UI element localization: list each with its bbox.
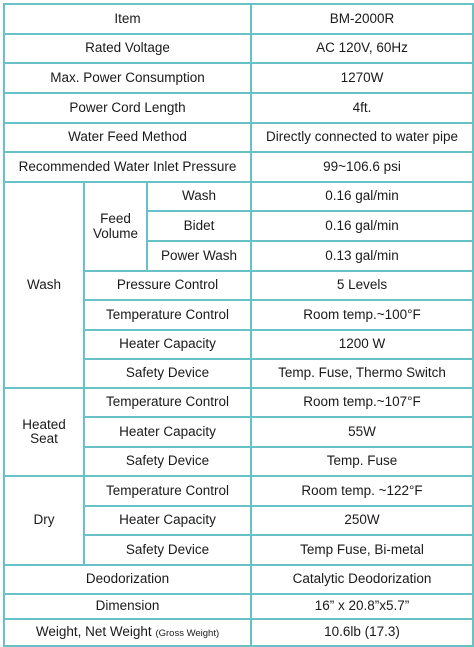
- wash-heater-capacity-value: 1200 W: [251, 330, 473, 359]
- wash-temperature-control-value: Room temp.~100°F: [251, 300, 473, 330]
- weight-value: 10.6lb (17.3): [251, 619, 473, 646]
- item-label: Item: [4, 4, 251, 34]
- seat-temperature-control-label: Temperature Control: [84, 388, 251, 417]
- row-inlet-pressure: [4, 152, 473, 182]
- row-item: [4, 4, 473, 34]
- feed-volume-label: [84, 182, 147, 271]
- dry-group-label: Dry: [4, 476, 84, 565]
- dry-safety-device-label: Safety Device: [84, 535, 251, 565]
- feed-bidet-value: 0.16 gal/min: [251, 211, 473, 241]
- weight-label-main: Weight, Net Weight: [35, 624, 152, 640]
- max-power-label: Max. Power Consumption: [4, 63, 251, 93]
- seat-heater-capacity-label: Heater Capacity: [84, 417, 251, 447]
- item-value: BM-2000R: [251, 4, 473, 34]
- row-power-cord: [4, 93, 473, 123]
- heated-seat-label-line1: Heated: [22, 416, 66, 432]
- wash-pressure-control-label: Pressure Control: [84, 271, 251, 300]
- dry-safety-device-value: Temp Fuse, Bi-metal: [251, 535, 473, 565]
- dry-temperature-control-label: Temperature Control: [84, 476, 251, 506]
- seat-safety-device-label: Safety Device: [84, 447, 251, 476]
- inlet-pressure-label: Recommended Water Inlet Pressure: [4, 152, 251, 182]
- dimension-label: Dimension: [4, 594, 251, 619]
- heated-seat-group-label: [4, 388, 84, 476]
- max-power-value: 1270W: [251, 63, 473, 93]
- row-water-feed: [4, 123, 473, 152]
- feed-power-wash-label: Power Wash: [147, 241, 251, 271]
- water-feed-value: Directly connected to water pipe: [251, 123, 473, 152]
- weight-label: [4, 619, 251, 646]
- seat-safety-device-value: Temp. Fuse: [251, 447, 473, 476]
- dry-temperature-control-value: Room temp. ~122°F: [251, 476, 473, 506]
- power-cord-value: 4ft.: [251, 93, 473, 123]
- feed-bidet-label: Bidet: [147, 211, 251, 241]
- rated-voltage-label: Rated Voltage: [4, 34, 251, 63]
- row-rated-voltage: [4, 34, 473, 63]
- spec-table: [3, 3, 474, 647]
- deodorization-value: Catalytic Deodorization: [251, 565, 473, 594]
- dry-heater-capacity-value: 250W: [251, 506, 473, 535]
- wash-safety-device-label: Safety Device: [84, 359, 251, 388]
- row-dry-temperature-control: [4, 476, 473, 506]
- feed-volume-label-line2: Volume: [92, 225, 139, 241]
- seat-temperature-control-value: Room temp.~107°F: [251, 388, 473, 417]
- dry-heater-capacity-label: Heater Capacity: [84, 506, 251, 535]
- feed-wash-value: 0.16 gal/min: [251, 182, 473, 211]
- row-seat-temperature-control: [4, 388, 473, 417]
- inlet-pressure-value: 99~106.6 psi: [251, 152, 473, 182]
- power-cord-label: Power Cord Length: [4, 93, 251, 123]
- row-deodorization: [4, 565, 473, 594]
- dimension-value: 16” x 20.8”x5.7”: [251, 594, 473, 619]
- row-wash-feed-wash: [4, 182, 473, 211]
- feed-volume-label-line1: Feed: [100, 211, 131, 227]
- water-feed-label: Water Feed Method: [4, 123, 251, 152]
- seat-heater-capacity-value: 55W: [251, 417, 473, 447]
- rated-voltage-value: AC 120V, 60Hz: [251, 34, 473, 63]
- row-max-power: [4, 63, 473, 93]
- wash-temperature-control-label: Temperature Control: [84, 300, 251, 330]
- wash-group-label: Wash: [4, 182, 84, 388]
- deodorization-label: Deodorization: [4, 565, 251, 594]
- row-weight: [4, 619, 473, 646]
- feed-power-wash-value: 0.13 gal/min: [251, 241, 473, 271]
- wash-safety-device-value: Temp. Fuse, Thermo Switch: [251, 359, 473, 388]
- wash-heater-capacity-label: Heater Capacity: [84, 330, 251, 359]
- wash-pressure-control-value: 5 Levels: [251, 271, 473, 300]
- feed-wash-label: Wash: [147, 182, 251, 211]
- row-dimension: [4, 594, 473, 619]
- weight-label-gross: (Gross Weight): [155, 628, 220, 640]
- heated-seat-label-line2: Seat: [30, 431, 58, 446]
